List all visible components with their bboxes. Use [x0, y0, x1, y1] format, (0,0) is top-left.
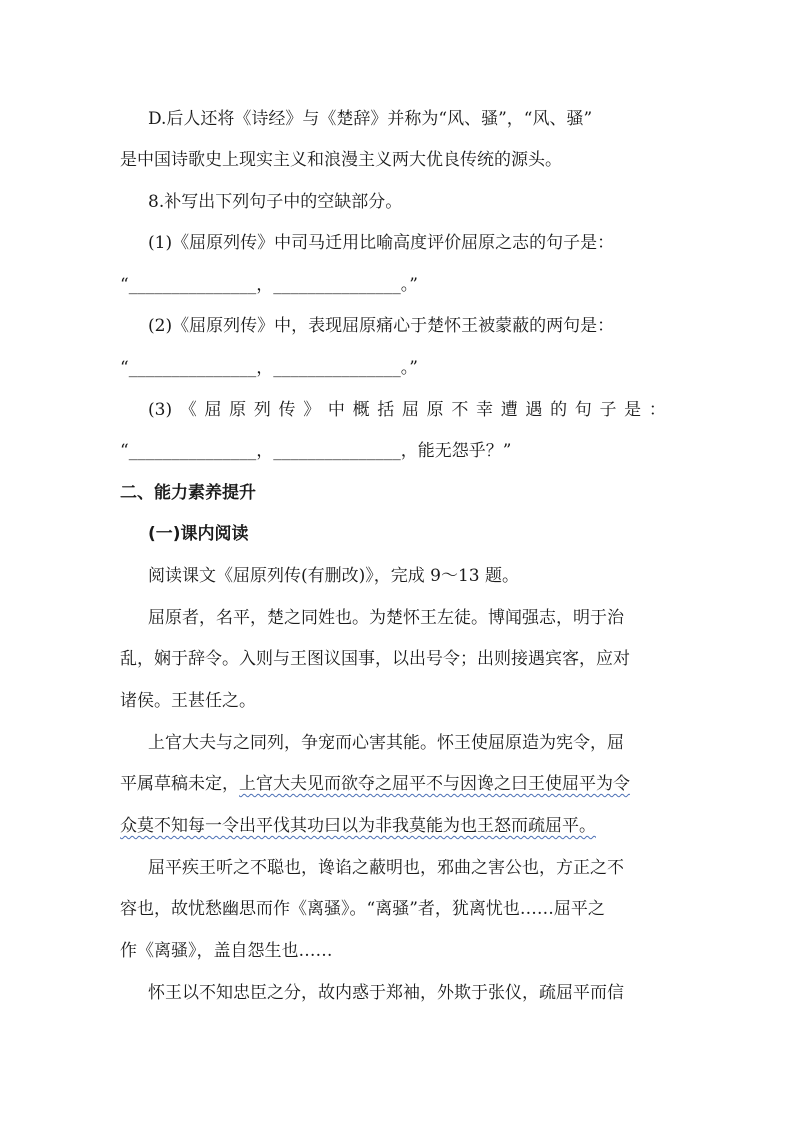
prompt-char: 遭	[500, 400, 518, 420]
prompt-char: 不	[451, 400, 469, 420]
prompt-char: 遇	[525, 400, 543, 420]
prompt-char: 括	[377, 400, 395, 420]
passage-p3-line1: 屈平疾王听之不聪也，谗谄之蔽明也，邪曲之害公也，方正之不	[148, 858, 624, 878]
passage-text: 平属草稿未定，	[120, 774, 239, 794]
prompt-char: 概	[352, 400, 370, 420]
passage-p2-line3	[120, 814, 680, 838]
wavy-underlined-text: 上官大夫见而欲夺之屈平不与因谗之曰王使屈平为令	[239, 774, 630, 794]
prompt-char: 的	[550, 400, 568, 420]
prompt-char: (3)	[148, 400, 173, 420]
q7-option-d-line2: 是中国诗歌史上现实主义和浪漫主义两大优良传统的源头。	[120, 150, 562, 170]
prompt-char: 中	[327, 400, 345, 420]
prompt-char: 《	[179, 400, 197, 420]
prompt-char: 屈	[401, 400, 419, 420]
prompt-char: 子	[599, 400, 617, 420]
passage-p1-line1: 屈原者，名平，楚之同姓也。为楚怀王左徒。博闻强志，明于治	[148, 608, 624, 628]
q8-item2-blanks: “_______________，_______________。”	[120, 358, 418, 378]
reading-instruction: 阅读课文《屈原列传(有删改)》，完成 9～13 题。	[148, 566, 520, 586]
passage-p3-line2: 容也，故忧愁幽思而作《离骚》。“离骚”者，犹离忧也……屈平之	[120, 899, 605, 919]
q8-item1-prompt: (1)《屈原列传》中司马迁用比喻高度评价屈原之志的句子是：	[148, 233, 615, 253]
q8-item3-prompt	[148, 398, 666, 422]
prompt-char: ：	[648, 400, 666, 420]
q8-item1-blanks: “_______________，_______________。”	[120, 275, 418, 295]
prompt-char: 原	[229, 400, 247, 420]
prompt-char: 句	[574, 400, 592, 420]
prompt-char: 列	[253, 400, 271, 420]
wavy-underlined-text: 众莫不知每一令出平伐其功曰以为非我莫能为也王怒而疏屈平。	[120, 816, 596, 836]
q8-stem: 8.补写出下列句子中的空缺部分。	[148, 192, 403, 212]
q8-item3-blanks: “_______________，_______________，能无怨乎？”	[120, 441, 512, 461]
passage-p4-line1: 怀王以不知忠臣之分，故内惑于郑袖，外欺于张仪，疏屈平而信	[148, 983, 624, 1003]
section-heading: 二、能力素养提升	[120, 483, 256, 503]
passage-p2-line1: 上官大夫与之同列，争宠而心害其能。怀王使屈原造为宪令，屈	[148, 733, 624, 753]
q8-item2-prompt: (2)《屈原列传》中，表现屈原痛心于楚怀王被蒙蔽的两句是：	[148, 316, 615, 336]
prompt-char: 传	[278, 400, 296, 420]
prompt-char: 原	[426, 400, 444, 420]
passage-p3-line3: 作《离骚》，盖自怨生也……	[120, 941, 333, 961]
q7-option-d-line1: D.后人还将《诗经》与《楚辞》并称为“风、骚”，“风、骚”	[148, 109, 593, 129]
prompt-char: 幸	[476, 400, 494, 420]
passage-p1-line3: 诸侯。王甚任之。	[120, 691, 256, 711]
passage-p2-line2	[120, 772, 680, 796]
prompt-char: 是	[624, 400, 642, 420]
passage-p1-line2: 乱，娴于辞令。入则与王图议国事，以出号令；出则接遇宾客，应对	[120, 649, 630, 669]
prompt-char: 屈	[204, 400, 222, 420]
sub-heading: (一)课内阅读	[148, 524, 249, 544]
prompt-char: 》	[303, 400, 321, 420]
